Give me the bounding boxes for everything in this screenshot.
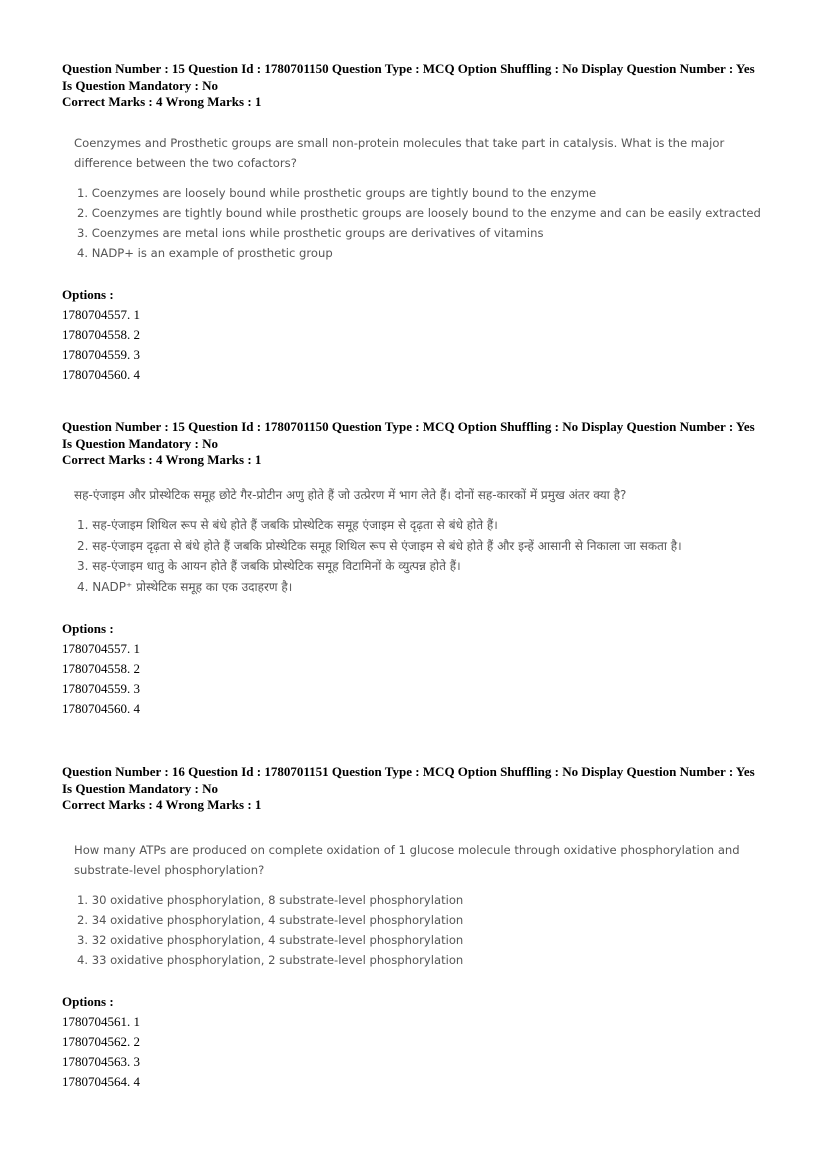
choice-item: 4. 33 oxidative phosphorylation, 2 substrate-level phosphorylation: [77, 952, 464, 967]
choice-item: 1. Coenzymes are loosely bound while prosthetic groups are tightly bound to the enzyme: [77, 185, 597, 200]
option-id: 1780704563. 3: [62, 1053, 140, 1069]
mandatory-line: Is Question Mandatory : No: [62, 77, 219, 93]
option-id: 1780704562. 2: [62, 1033, 140, 1049]
option-id: 1780704561. 1: [62, 1013, 140, 1029]
question-meta: [62, 419, 782, 469]
options-list: [62, 992, 782, 1092]
choice-item: 2. Coenzymes are tightly bound while prosthetic groups are loosely bound to the enzyme and can be easily extracted: [77, 205, 761, 220]
options-list: [62, 619, 782, 719]
options-heading: Options :: [62, 621, 114, 636]
question-meta-line: Question Number : 16 Question Id : 1780701151 Question Type : MCQ Option Shuffling : No Display Question Number : Yes: [62, 764, 755, 779]
question-stem: How many ATPs are produced on complete oxidation of 1 glucose molecule through oxidative phosphorylation and substrate-level phosphorylation?: [74, 842, 740, 877]
option-id: 1780704560. 4: [62, 366, 140, 382]
options-list: [62, 285, 782, 385]
question-meta: [62, 764, 782, 814]
question-meta-line: Question Number : 15 Question Id : 1780701150 Question Type : MCQ Option Shuffling : No Display Question Number : Yes: [62, 61, 755, 76]
option-id: 1780704564. 4: [62, 1073, 140, 1089]
choice-list: [74, 515, 782, 597]
option-id: 1780704559. 3: [62, 681, 140, 696]
choice-item: 1. सह-एंजाइम शिथिल रूप से बंधे होते हैं जबकि प्रोस्थेटिक समूह एंजाइम से दृढ़ता से बंधे होते हैं।: [77, 518, 498, 532]
option-id: 1780704557. 1: [62, 641, 140, 656]
question-meta: [62, 61, 782, 111]
choice-item: 3. Coenzymes are metal ions while prosthetic groups are derivatives of vitamins: [77, 225, 544, 240]
choice-list: [74, 890, 782, 970]
question-stem: सह-एंजाइम और प्रोस्थेटिक समूह छोटे गैर-प्रोटीन अणु होते हैं जो उत्प्रेरण में भाग लेते हैं। दोनों सह-कारकों में प्रमुख अंतर क्या है?: [74, 487, 627, 502]
marks-line: Correct Marks : 4 Wrong Marks : 1: [62, 452, 262, 467]
option-id: 1780704558. 2: [62, 661, 140, 676]
mandatory-line: Is Question Mandatory : No: [62, 780, 219, 796]
option-id: 1780704558. 2: [62, 326, 140, 342]
option-id: 1780704559. 3: [62, 346, 140, 362]
options-heading: Options :: [62, 993, 114, 1009]
option-id: 1780704560. 4: [62, 701, 140, 716]
question-meta-line: Question Number : 15 Question Id : 1780701150 Question Type : MCQ Option Shuffling : No Display Question Number : Yes: [62, 419, 755, 434]
question-block-16-english: [62, 764, 782, 1092]
question-stem: Coenzymes and Prosthetic groups are small non-protein molecules that take part in catalysis. What is the major difference between the two cofactors?: [74, 135, 725, 170]
choice-item: 2. 34 oxidative phosphorylation, 4 substrate-level phosphorylation: [77, 912, 464, 927]
choice-list: [74, 183, 782, 263]
question-block-15-hindi: [62, 419, 782, 719]
question-image: [74, 485, 782, 598]
question-image: [74, 840, 782, 970]
choice-item: 2. सह-एंजाइम दृढ़ता से बंधे होते हैं जबकि प्रोस्थेटिक समूह शिथिल रूप से एंजाइम से बंधे होते हैं और इन्हें आसानी से निकाला जा सकता है।: [77, 538, 682, 553]
mandatory-line: Is Question Mandatory : No: [62, 435, 219, 451]
options-heading: Options :: [62, 286, 114, 302]
choice-item: 4. NADP⁺ प्रोस्थेटिक समूह का एक उदाहरण है।: [77, 579, 293, 594]
question-image: [74, 133, 782, 263]
marks-line: Correct Marks : 4 Wrong Marks : 1: [62, 797, 262, 812]
option-id: 1780704557. 1: [62, 306, 140, 322]
question-block-15-english: [62, 61, 782, 385]
choice-item: 4. NADP+ is an example of prosthetic group: [77, 245, 333, 260]
choice-item: 3. 32 oxidative phosphorylation, 4 substrate-level phosphorylation: [77, 932, 464, 947]
choice-item: 1. 30 oxidative phosphorylation, 8 substrate-level phosphorylation: [77, 892, 464, 907]
marks-line: Correct Marks : 4 Wrong Marks : 1: [62, 94, 262, 109]
choice-item: 3. सह-एंजाइम धातु के आयन होते हैं जबकि प्रोस्थेटिक समूह विटामिनों के व्युत्पन्न होते हैं।: [77, 559, 461, 573]
